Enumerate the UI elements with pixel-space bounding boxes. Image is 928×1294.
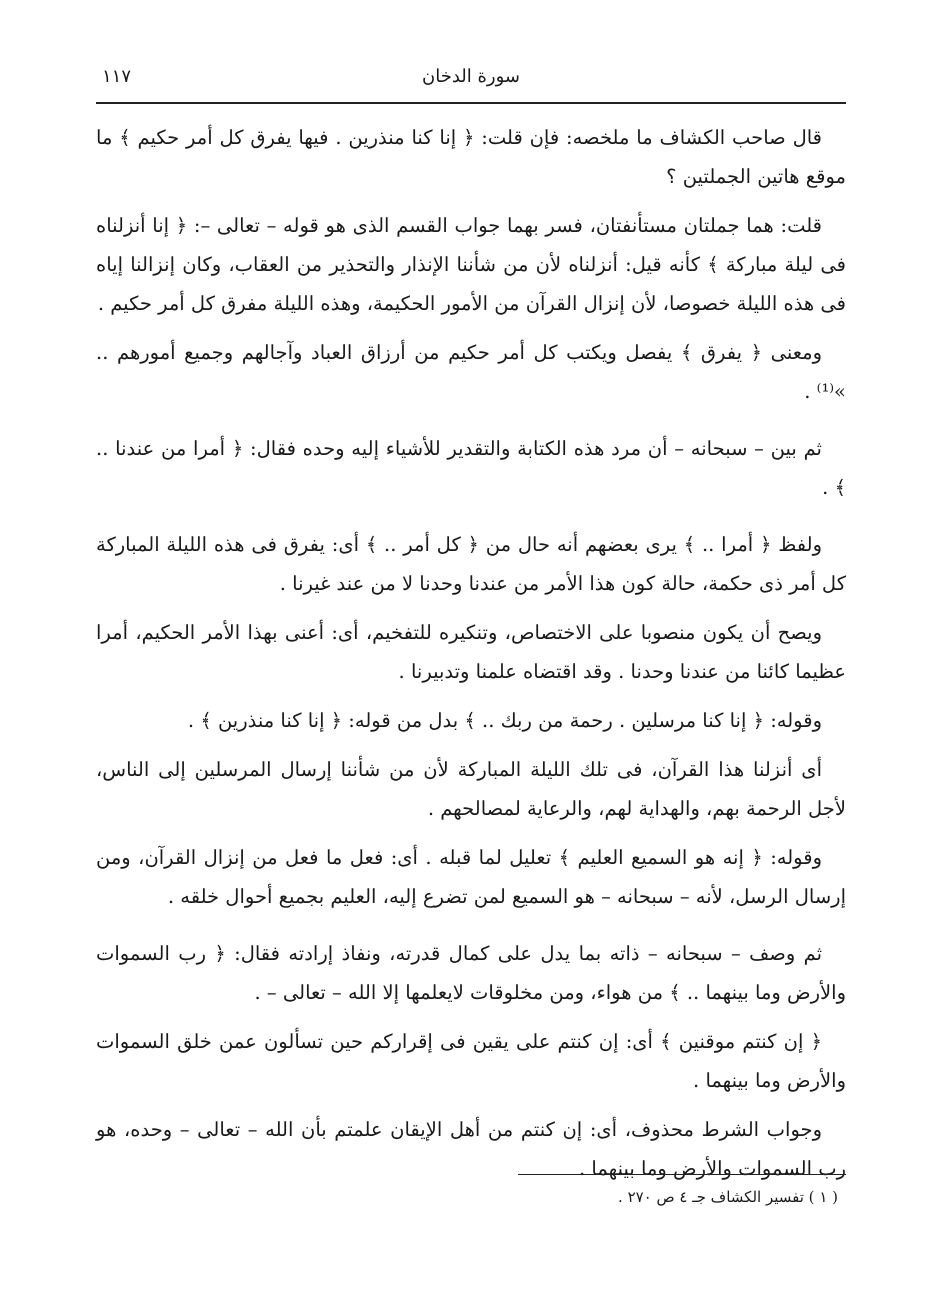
book-page <box>96 58 846 1238</box>
paragraph: وقوله: ﴿ إنه هو السميع العليم ﴾ تعليل لما قبله . أى: فعل ما فعل من إنزال القرآن، ومن إرسال الرسل، لأنه – سبحانه – هو السميع لمن تضرع إليه، العليم بجميع أحوال خلقه . <box>96 846 846 908</box>
footnote-divider <box>518 1174 846 1175</box>
paragraph: قال صاحب الكشاف ما ملخصه: فإن قلت: ﴿ إنا كنا منذرين . فيها يفرق كل أمر حكيم ﴾ ما موقع هاتين الجملتين ؟ <box>96 126 846 188</box>
footnote: ( ١ ) تفسير الكشاف جـ ٤ ص ٢٧٠ . <box>618 1188 838 1206</box>
paragraph: ومعنى ﴿ يفرق ﴾ يفصل ويكتب كل أمر حكيم من أرزاق العباد وآجالهم وجميع أمورهم .. »⁽¹⁾ . <box>96 341 846 403</box>
page-header <box>96 58 846 104</box>
paragraph: وقوله: ﴿ إنا كنا مرسلين . رحمة من ربك .. ﴾ بدل من قوله: ﴿ إنا كنا منذرين ﴾ . <box>187 709 822 732</box>
paragraph: ثم بين – سبحانه – أن مرد هذه الكتابة والتقدير للأشياء إليه وحده فقال: ﴿ أمرا من عندنا .. ﴾ . <box>96 437 846 499</box>
paragraph: ثم وصف – سبحانه – ذاته بما يدل على كمال قدرته، ونفاذ إرادته فقال: ﴿ رب السموات والأرض وما بينهما .. ﴾ من هواء، ومن مخلوقات لايعلمها إلا الله – تعالى – . <box>96 942 846 1004</box>
paragraph: ولفظ ﴿ أمرا .. ﴾ يرى بعضهم أنه حال من ﴿ كل أمر .. ﴾ أى: يفرق فى هذه الليلة المباركة كل أمر ذى حكمة، حالة كون هذا الأمر من عندنا وحدنا لا من عند غيرنا . <box>96 533 846 595</box>
paragraph: قلت: هما جملتان مستأنفتان، فسر بهما جواب القسم الذى هو قوله – تعالى –: ﴿ إنا أنزلناه فى ليلة مباركة ﴾ كأنه قيل: أنزلناه لأن من شأننا الإنذار والتحذير من العقاب، وكان إنزالنا إياه فى هذه الليلة خصوصا، لأن إنزال القرآن من الأمور الحكيمة، وهذه الليلة مفرق كل أمر حكيم . <box>96 214 846 315</box>
paragraph: وجواب الشرط محذوف، أى: إن كنتم من أهل الإيقان علمتم بأن الله – تعالى – وحده، هو رب السموات والأرض وما بينهما . <box>96 1118 846 1180</box>
page-number: ١١٧ <box>102 66 132 87</box>
body-text <box>96 118 846 1188</box>
paragraph: ﴿ إن كنتم موقنين ﴾ أى: إن كنتم على يقين فى إقراركم حين تسألون عمن خلق السموات والأرض وما بينهما . <box>96 1030 846 1092</box>
paragraph: أى أنزلنا هذا القرآن، فى تلك الليلة المباركة لأن من شأننا إرسال المرسلين إلى الناس، لأجل الرحمة بهم، والهداية لهم، والرعاية لمصالحهم . <box>96 758 846 820</box>
paragraph: ويصح أن يكون منصوبا على الاختصاص، وتنكيره للتفخيم، أى: أعنى بهذا الأمر الحكيم، أمرا عظيما كائنا من عندنا وحدنا . وقد اقتضاه علمنا وتدبيرنا . <box>96 621 846 683</box>
surah-title: سورة الدخان <box>422 66 520 87</box>
